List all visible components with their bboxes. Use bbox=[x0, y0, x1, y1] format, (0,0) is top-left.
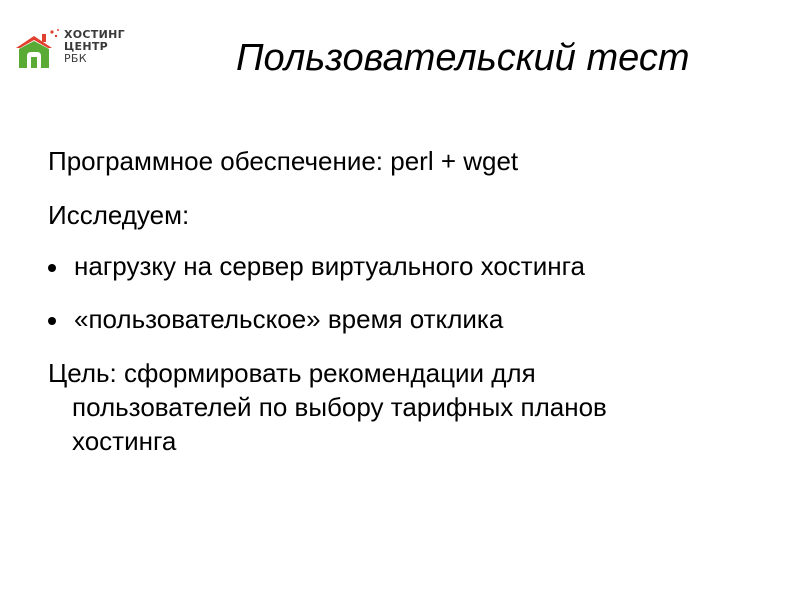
logo-text bbox=[64, 29, 125, 65]
bullet-text: «пользовательское» время отклика bbox=[74, 304, 504, 334]
goal-line-1: Цель: сформировать рекомендации для bbox=[48, 358, 536, 388]
bullet-text: нагрузку на сервер виртуального хостинга bbox=[74, 251, 585, 281]
investigate-label: Исследуем: bbox=[48, 200, 190, 230]
bullet-icon bbox=[48, 264, 56, 272]
hosting-center-rbk-logo bbox=[12, 26, 132, 72]
software-line: Программное обеспечение: perl + wget bbox=[48, 146, 519, 176]
slide-title: Пользовательский тест bbox=[236, 37, 690, 79]
house-logo-icon bbox=[12, 26, 64, 72]
goal-line-3: хостинга bbox=[72, 426, 177, 456]
bullet-icon bbox=[48, 317, 56, 325]
logo-line-2: ЦЕНТР bbox=[64, 40, 108, 53]
logo-line-3: РБК bbox=[64, 52, 87, 65]
goal-line-2: пользователей по выбору тарифных планов bbox=[72, 392, 607, 422]
logo-line-1: ХОСТИНГ bbox=[64, 28, 125, 41]
goal-paragraph bbox=[48, 356, 768, 458]
